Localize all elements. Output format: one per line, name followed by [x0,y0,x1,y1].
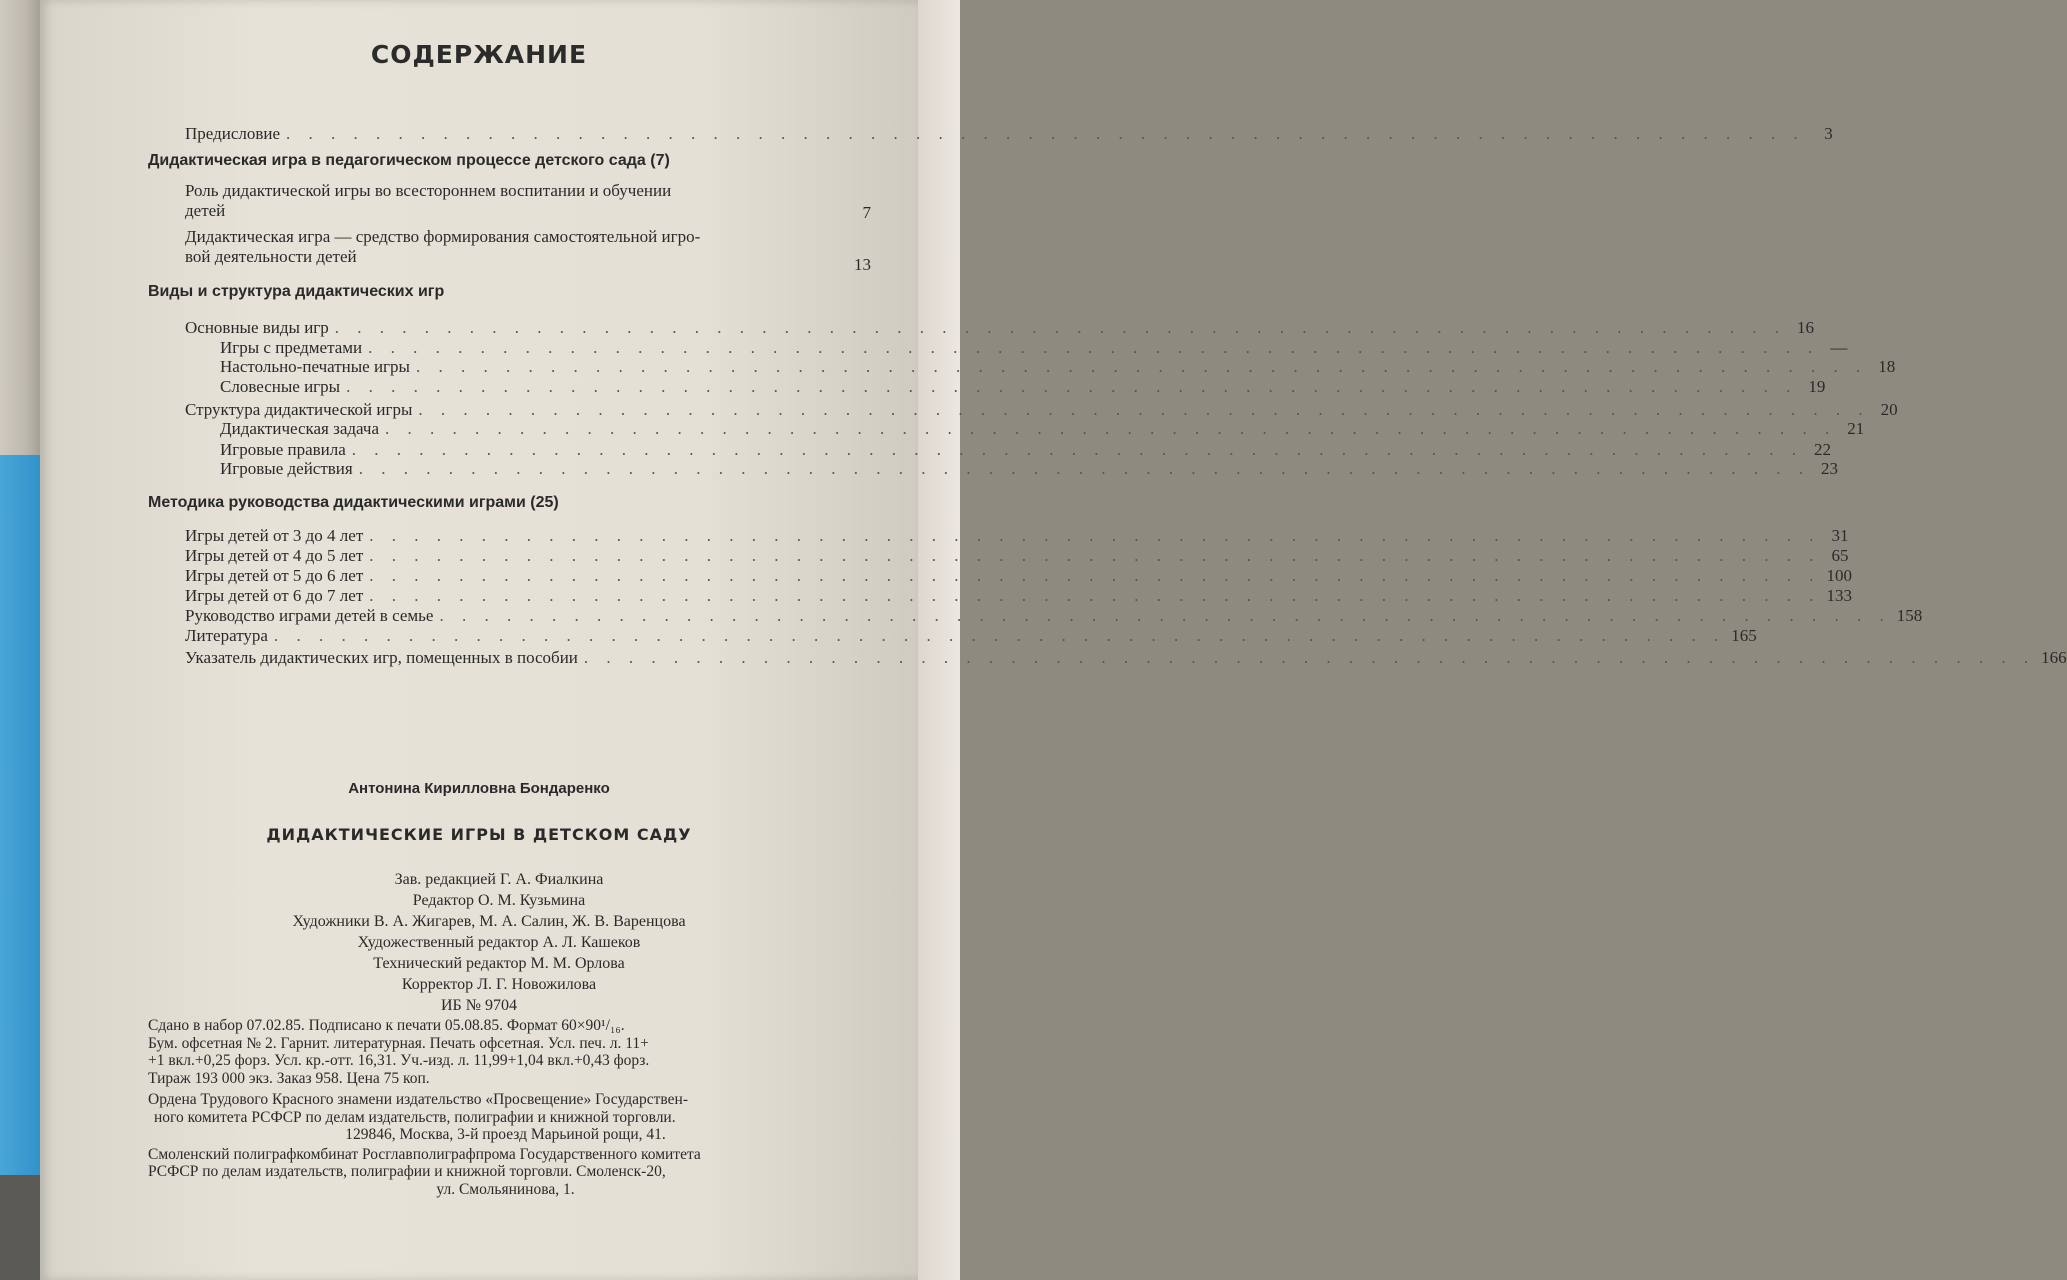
toc-entry [220,440,1832,460]
book-title: ДИДАКТИЧЕСКИЕ ИГРЫ В ДЕТСКОМ САДУ [266,825,692,844]
toc-entry-role [185,181,871,221]
imprint-line: Сдано в набор 07.02.85. Подписано к печати 05.08.85. Формат 60×90¹/₁₆. [148,1017,625,1034]
toc-entry [185,546,1849,566]
toc-entry [220,459,1838,479]
toc-leader: . . . . . . . . . . . . . . . . . . . . . . . . . . . . . . . . . . . . . . . . . . . . . . . . . . . . . . . . . . . . . . . . . [418,400,1870,419]
toc-leader: . . . . . . . . . . . . . . . . . . . . . . . . . . . . . . . . . . . . . . . . . . . . . . . . . . . . . . . . . . . . . . . . . [385,419,1837,438]
toc-entry [185,318,1815,338]
toc-entry-preface [185,124,1833,144]
toc-entry-text: Игры с предметами [220,338,363,357]
toc-leader: . . . . . . . . . . . . . . . . . . . . . . . . . . . . . . . . . . . . . . . . . . . . . . . . . . . . . . . . . . . . . . . . . [369,546,1821,565]
toc-entry [185,626,1757,646]
toc-leader: . . . . . . . . . . . . . . . . . . . . . . . . . . . . . . . . . . . . . . . . . . . . . . . . . . . . . . . . . . . . . . . . . [583,648,2036,667]
toc-page-number: 100 [1826,566,1853,585]
toc-entry-line: Роль дидактической игры во всестороннем воспитании и обучении [185,181,672,200]
publisher-line: Ордена Трудового Красного знамени издательство «Просвещение» Государствен- [148,1091,688,1108]
contents-title: СОДЕРЖАНИЕ [370,40,588,69]
credit-line: Корректор Л. Г. Новожилова [401,976,597,993]
toc-leader: . . . . . . . . . . . . . . . . . . . . . . . . . . . . . . . . . . . . . . . . . . . . . . . . . . . . . . . . . . . . . . . . . [351,440,1804,459]
printer-line: РСФСР по делам издательств, полиграфии и книжной торговли. Смоленск-20, [148,1163,666,1180]
toc-page-number: — [1830,338,1848,357]
toc-section-2: Виды и структура дидактических игр [148,283,445,300]
toc-entry [185,586,1853,606]
toc-entry-means [185,227,871,274]
toc-entry-text: Литература [185,626,268,645]
toc-leader: . . . . . . . . . . . . . . . . . . . . . . . . . . . . . . . . . . . . . . . . . . . . . . . . . . . . . . . . . . . . . . . . . [439,606,1891,625]
book-page [40,0,2067,1280]
toc-entry-text: Игры детей от 4 до 5 лет [185,546,364,565]
toc-entry-text: Структура дидактической игры [185,400,413,419]
toc-page-number: 31 [1831,526,1849,545]
toc-section-3: Методика руководства дидактическими играми (25) [148,494,559,511]
toc-page-number: 19 [1808,377,1826,396]
toc-page-number: 7 [862,203,871,222]
toc-leader: . . . . . . . . . . . . . . . . . . . . . . . . . . . . . . . . . . . . . . . . . . . . . . . . . . . . . . . . . . . . . . . . . [369,526,1821,545]
toc-page-number: 65 [1831,546,1849,565]
toc-section-1: Дидактическая игра в педагогическом процессе детского сада (7) [148,152,670,169]
toc-page-number: 13 [854,255,871,274]
toc-page-number: 22 [1814,440,1832,459]
toc-entry-text: Основные виды игр [185,318,329,337]
imprint-line: Бум. офсетная № 2. Гарнит. литературная. Печать офсетная. Усл. печ. л. 11+ [148,1034,649,1052]
toc-entry-text: Руководство играми детей в семье [185,606,434,625]
toc-page-number: 20 [1880,400,1898,419]
toc-leader: . . . . . . . . . . . . . . . . . . . . . . . . . . . . . . . . . . . . . . . . . . . . . . . . . . . . . . . . . . . . . . . . . [334,318,1787,337]
imprint-line: +1 вкл.+0,25 форз. Усл. кр.-отт. 16,31. Уч.-изд. л. 11,99+1,04 вкл.+0,43 форз. [148,1052,650,1069]
toc-entry-text: Указатель дидактических игр, помещенных в пособии [185,648,578,667]
toc-leader: . . . . . . . . . . . . . . . . . . . . . . . . . . . . . . . . . . . . . . . . . . . . . . . . . . . . . . . . . . . . . . . . . . . . [286,124,1805,143]
toc-page-number: 18 [1878,357,1896,376]
toc-entry [185,526,1849,546]
credits-block [40,869,918,995]
toc-entry [185,606,1923,626]
publisher-line: ного комитета РСФСР по делам издательств, полиграфии и книжной торговли. [154,1108,676,1126]
toc-leader: . . . . . . . . . . . . . . . . . . . . . . . . . . . . . . . . . . . . . . . . . . . . . . . . . . . . . . . . . . . . . . . . . [368,338,1820,357]
toc-page-number: 158 [1896,606,1923,625]
toc-entry [185,566,1853,586]
toc-entry-text: Предисловие [185,124,281,143]
toc-page-number: 133 [1826,586,1853,605]
printer-line: Смоленский полиграфкомбинат Росглавполиграфпрома Государственного комитета [148,1145,701,1163]
toc-page-number: 21 [1847,419,1865,438]
toc-entry [220,338,1848,358]
toc-leader: . . . . . . . . . . . . . . . . . . . . . . . . . . . . . . . . . . . . . . . . . . . . . . . . . . . . . . . . . . . . . . . . . [358,459,1810,478]
toc-page-number: 23 [1820,459,1838,478]
toc-leader: . . . . . . . . . . . . . . . . . . . . . . . . . . . . . . . . . . . . . . . . . . . . . . . . . . . . . . . . . . . . . . . . . [346,377,1798,396]
toc-entry-line: детей [185,201,226,220]
toc-leader: . . . . . . . . . . . . . . . . . . . . . . . . . . . . . . . . . . . . . . . . . . . . . . . . . . . . . . . . . . . . . . . . . [369,566,1821,585]
toc-entry-line: вой деятельности детей [185,247,357,266]
toc-entry-text: Словесные игры [220,377,341,396]
toc-page-number: 166 [2041,648,2067,667]
toc-page-number: 3 [1824,124,1833,143]
author-name: Антонина Кирилловна Бондаренко [348,780,610,797]
toc-entry-line: Дидактическая игра — средство формирования самостоятельной игро- [185,227,701,246]
toc-entry [220,419,1865,439]
toc-entry-text: Дидактическая задача [220,419,380,438]
toc-page-number: 165 [1731,626,1757,645]
credit-line: Технический редактор М. М. Орлова [373,955,625,972]
toc-page-number: 16 [1797,318,1815,337]
toc-leader: . . . . . . . . . . . . . . . . . . . . . . . . . . . . . . . . . . . . . . . . . . . . . . . . . . . . . . . . . . . . . . . . . [415,357,1868,376]
toc-leader: . . . . . . . . . . . . . . . . . . . . . . . . . . . . . . . . . . . . . . . . . . . . . . . . . . . . . . . . . . . . . . . . . [369,586,1821,605]
imprint-line: Тираж 193 000 экз. Заказ 958. Цена 75 коп. [148,1069,430,1087]
toc-leader: . . . . . . . . . . . . . . . . . . . . . . . . . . . . . . . . . . . . . . . . . . . . . . . . . . . . . . . . . . . . . . . . . [273,626,1726,645]
toc-entry [220,377,1826,397]
credit-line: Художники В. А. Жигарев, М. А. Салин, Ж. В. Варенцова [292,913,686,930]
credit-line: Зав. редакцией Г. А. Фиалкина [394,871,604,888]
printer-line: ул. Смольянинова, 1. [436,1180,575,1198]
toc-entry [185,648,2067,668]
toc-entry [220,357,1896,377]
credit-line: Художественный редактор А. Л. Кашеков [357,934,641,951]
toc-entry-text: Игровые правила [220,440,346,459]
toc-entry [185,400,1898,420]
credit-line: Редактор О. М. Кузьмина [412,892,586,909]
toc-entry-text: Игровые действия [220,459,353,478]
toc-entry-text: Игры детей от 5 до 6 лет [185,566,364,585]
toc-entry-text: Игры детей от 3 до 4 лет [185,526,364,545]
publisher-line: 129846, Москва, 3-й проезд Марьиной рощи, 41. [345,1126,666,1143]
imprint-block [148,1017,863,1198]
toc-entry-text: Настольно-печатные игры [220,357,410,376]
toc-entry-text: Игры детей от 6 до 7 лет [185,586,364,605]
ib-number: ИБ № 9704 [440,997,517,1014]
